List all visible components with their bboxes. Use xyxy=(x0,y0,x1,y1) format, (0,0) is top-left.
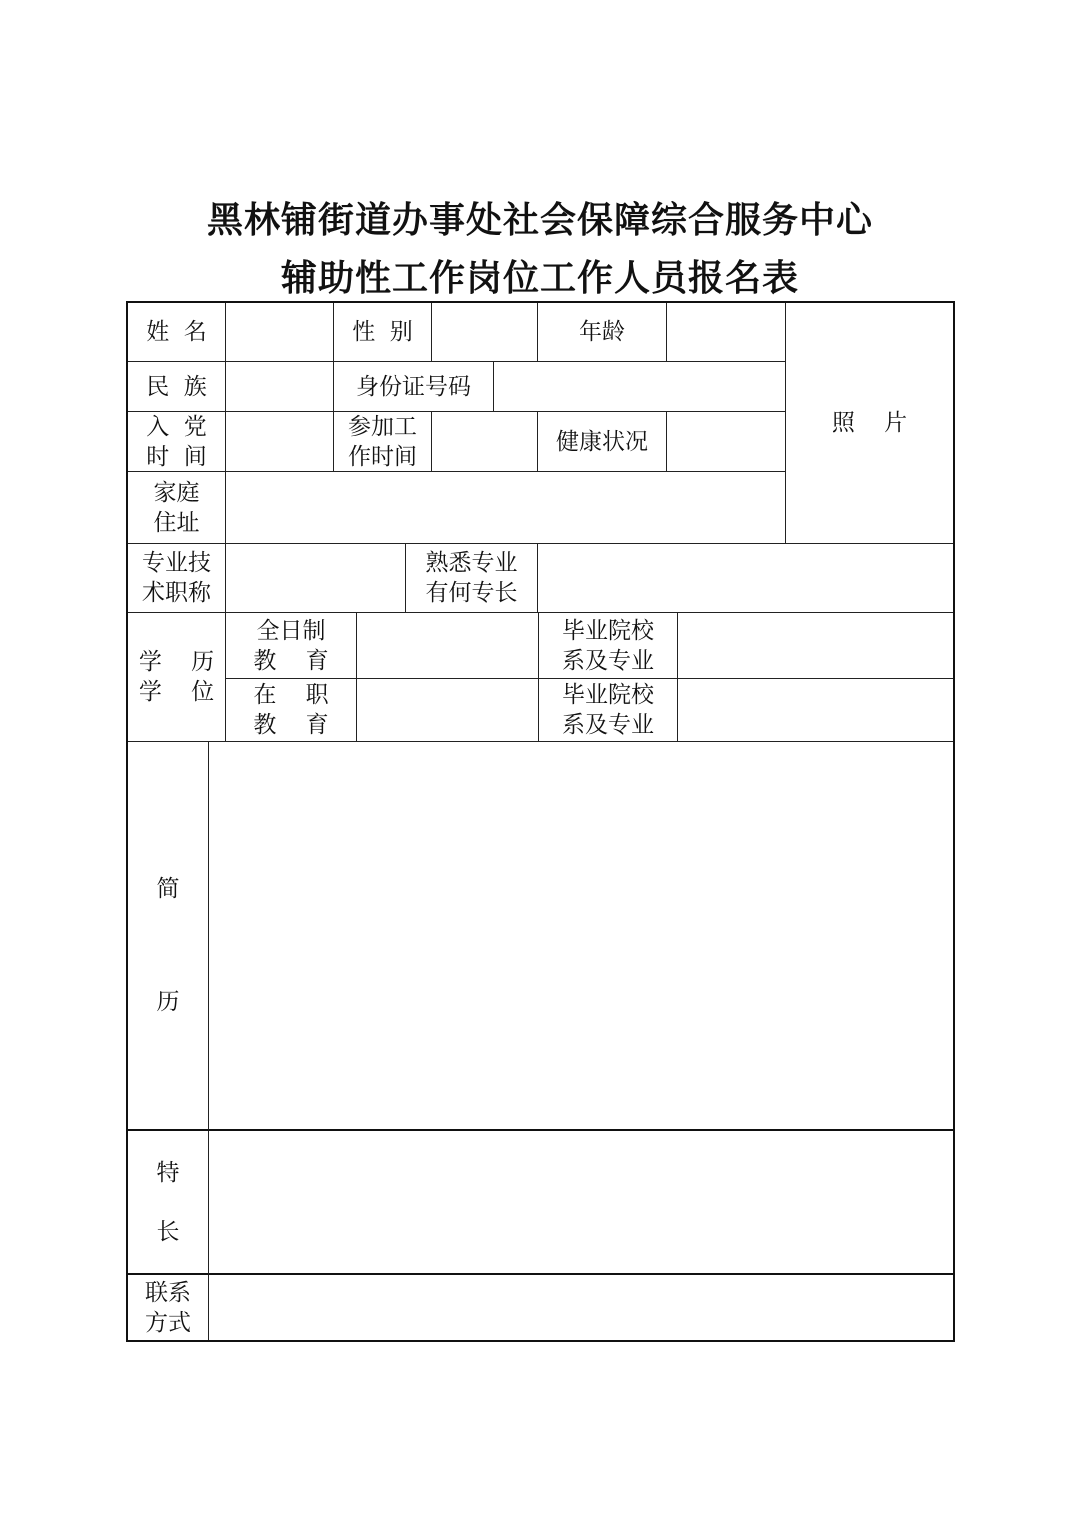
name-label: 姓 名 xyxy=(128,303,226,362)
work-start-field[interactable] xyxy=(432,412,538,472)
work-start-label: 参加工 作时间 xyxy=(334,412,432,472)
inservice-school-field[interactable] xyxy=(678,679,953,742)
health-field[interactable] xyxy=(667,412,786,472)
registration-form-table xyxy=(126,301,955,1342)
fulltime-school-label: 毕业院校 系及专业 xyxy=(539,613,678,679)
contact-field[interactable] xyxy=(209,1275,953,1340)
form-title-line2: 辅助性工作岗位工作人员报名表 xyxy=(280,258,799,299)
address-label: 家庭 住址 xyxy=(128,472,226,544)
gender-field[interactable] xyxy=(432,303,538,362)
fulltime-school-field[interactable] xyxy=(678,613,953,679)
photo-box[interactable]: 照 片 xyxy=(786,303,953,544)
party-join-label: 入 党 时 间 xyxy=(128,412,226,472)
gender-label: 性 别 xyxy=(334,303,432,362)
specialty-label: 熟悉专业 有何专长 xyxy=(406,544,538,613)
professional-title-field[interactable] xyxy=(226,544,406,613)
id-number-field[interactable] xyxy=(494,362,786,412)
name-field[interactable] xyxy=(226,303,334,362)
address-field[interactable] xyxy=(226,472,786,544)
id-number-label: 身份证号码 xyxy=(334,362,494,412)
form-title-line1: 黑林铺街道办事处社会保障综合服务中心 xyxy=(206,200,873,241)
party-join-field[interactable] xyxy=(226,412,334,472)
fulltime-education-label: 全日制 教 育 xyxy=(226,613,357,679)
inservice-school-label: 毕业院校 系及专业 xyxy=(539,679,678,742)
strengths-label: 特 长 xyxy=(128,1131,209,1275)
ethnicity-label: 民 族 xyxy=(128,362,226,412)
professional-title-label: 专业技 术职称 xyxy=(128,544,226,613)
strengths-field[interactable] xyxy=(209,1131,953,1275)
education-label: 学 历 学 位 xyxy=(128,613,226,742)
inservice-education-label: 在 职 教 育 xyxy=(226,679,357,742)
age-field[interactable] xyxy=(667,303,786,362)
age-label: 年龄 xyxy=(538,303,667,362)
resume-label: 简 历 xyxy=(128,742,209,1131)
fulltime-education-field[interactable] xyxy=(357,613,539,679)
resume-field[interactable] xyxy=(209,742,953,1131)
health-label: 健康状况 xyxy=(538,412,667,472)
specialty-field[interactable] xyxy=(538,544,953,613)
inservice-education-field[interactable] xyxy=(357,679,539,742)
ethnicity-field[interactable] xyxy=(226,362,334,412)
contact-label: 联系 方式 xyxy=(128,1275,209,1340)
